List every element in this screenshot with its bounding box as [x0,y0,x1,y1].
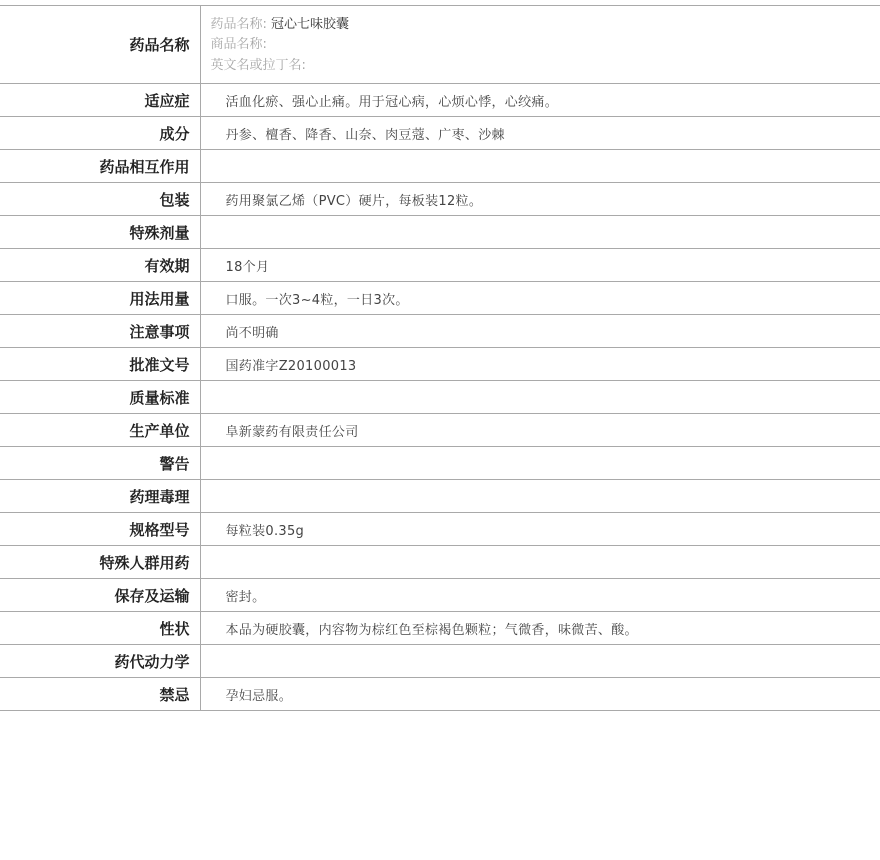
row-usage-dosage [0,282,880,315]
row-label: 质量标准 [0,381,200,414]
row-contraindications [0,678,880,711]
generic-name-value: 冠心七味胶囊 [271,16,350,32]
row-label: 批准文号 [0,348,200,381]
row-label: 用法用量 [0,282,200,315]
row-value: 孕妇忌服。 [225,688,293,704]
row-label: 有效期 [0,249,200,282]
row-packaging [0,183,880,216]
row-label: 成分 [0,117,200,150]
row-value [200,216,880,249]
row-value [200,645,880,678]
row-specification [0,513,880,546]
row-special-populations [0,546,880,579]
row-label: 药品相互作用 [0,150,200,183]
row-precautions [0,315,880,348]
row-drug-name [0,6,880,84]
row-label: 药代动力学 [0,645,200,678]
row-label: 特殊人群用药 [0,546,200,579]
row-pharmacokinetics [0,645,880,678]
row-warnings [0,447,880,480]
row-pharmacology [0,480,880,513]
row-value: 18个月 [225,259,270,275]
row-manufacturer [0,414,880,447]
row-shelf-life [0,249,880,282]
row-label: 警告 [0,447,200,480]
row-label: 性状 [0,612,200,645]
row-value [200,150,880,183]
row-label: 特殊剂量 [0,216,200,249]
row-value: 口服。一次3~4粒，一日3次。 [225,292,409,308]
row-value [200,546,880,579]
row-label: 适应症 [0,84,200,117]
row-label: 注意事项 [0,315,200,348]
row-indications [0,84,880,117]
row-ingredients [0,117,880,150]
english-name-key: 英文名或拉丁名: [210,57,306,73]
row-special-dosage [0,216,880,249]
trade-name-key: 商品名称: [210,37,267,53]
row-value [200,480,880,513]
row-approval-number [0,348,880,381]
row-value: 阜新蒙药有限责任公司 [225,424,359,440]
drug-name-cell [200,6,880,84]
row-value: 每粒装0.35g [225,523,305,539]
row-value: 尚不明确 [225,325,279,341]
drug-spec-table [0,5,880,711]
row-label: 包装 [0,183,200,216]
row-value: 活血化瘀、强心止痛。用于冠心病，心烦心悸，心绞痛。 [225,94,559,110]
row-value: 药用聚氯乙烯（PVC）硬片，每板装12粒。 [225,193,483,209]
row-description [0,612,880,645]
row-value [200,447,880,480]
row-label: 规格型号 [0,513,200,546]
row-label: 药理毒理 [0,480,200,513]
generic-name-key: 药品名称: [210,16,267,32]
row-value: 国药准字Z20100013 [225,358,357,374]
row-label: 生产单位 [0,414,200,447]
row-label: 保存及运输 [0,579,200,612]
row-quality-standard [0,381,880,414]
row-interactions [0,150,880,183]
row-label: 禁忌 [0,678,200,711]
row-value: 丹参、檀香、降香、山奈、肉豆蔻、广枣、沙棘 [225,127,505,143]
row-value: 密封。 [225,589,266,605]
row-label: 药品名称 [0,6,200,84]
row-value: 本品为硬胶囊，内容物为棕红色至棕褐色颗粒；气微香，味微苦、酸。 [225,622,638,638]
row-storage-transport [0,579,880,612]
row-value [200,381,880,414]
generic-name-line [211,15,880,36]
